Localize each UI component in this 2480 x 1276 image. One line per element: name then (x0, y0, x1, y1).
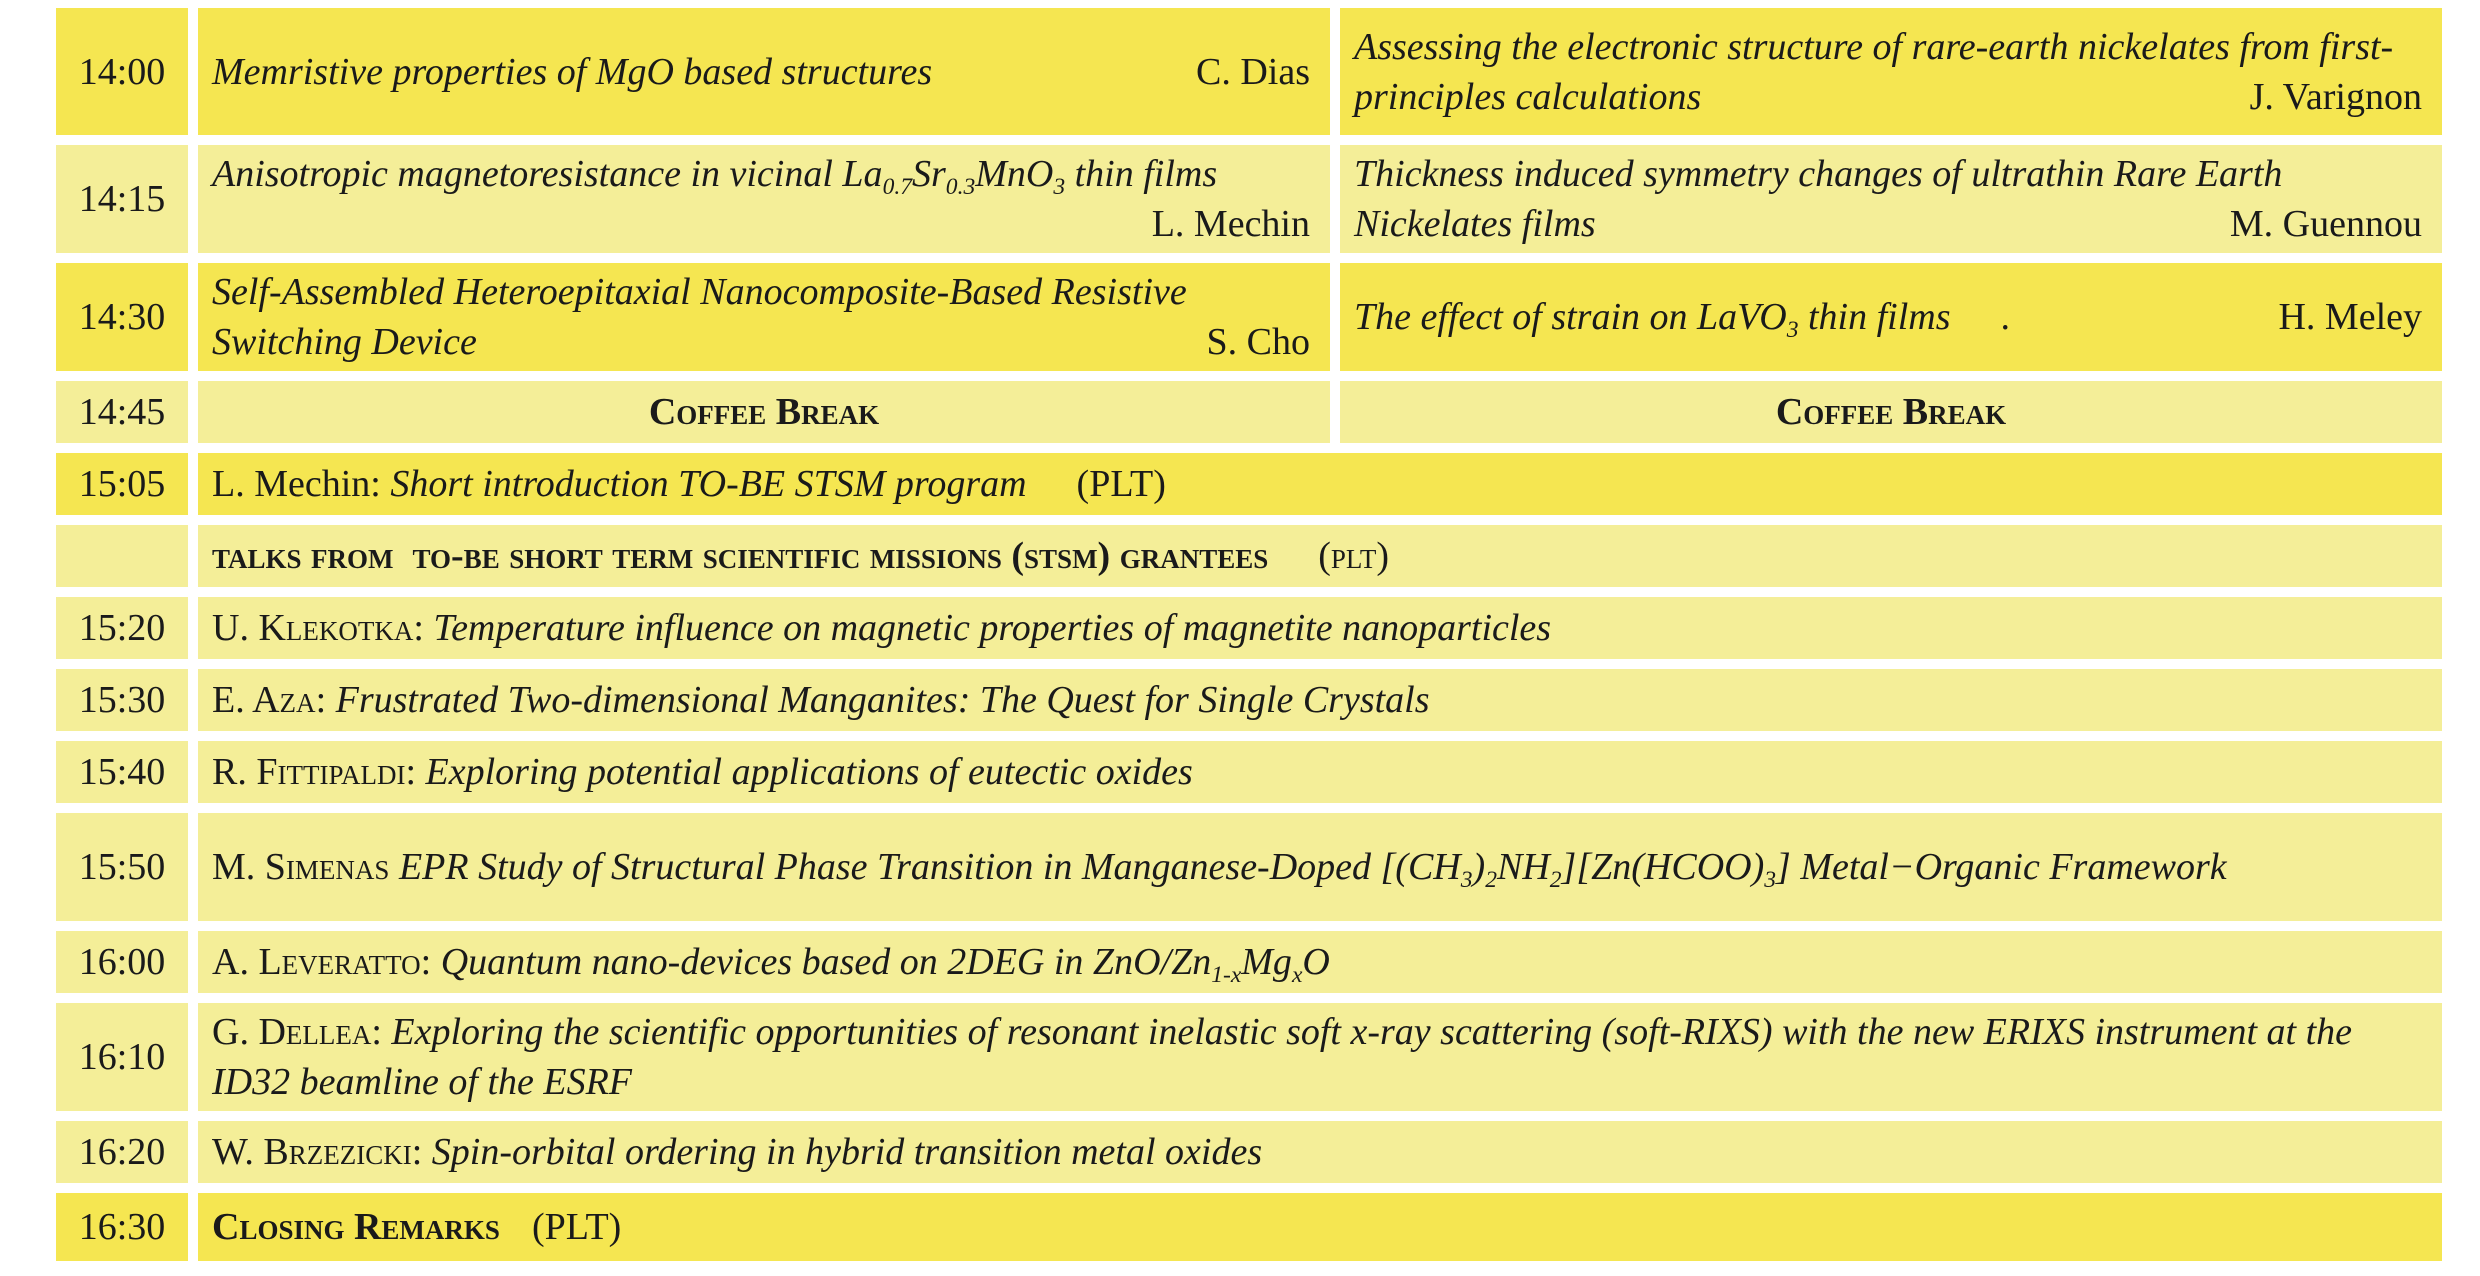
time-cell: 14:45 (56, 381, 188, 443)
coffee-break-label: Coffee Break (648, 391, 880, 433)
talk-cell (198, 145, 1330, 253)
speaker-name: L. Mechin: (212, 463, 381, 505)
talk-title: Frustrated Two-dimensional Manganites: The Quest for Single Crystals (335, 679, 1430, 721)
talk-cell: G. Dellea: Exploring the scientific opportunities of resonant inelastic soft x-ray scattering (soft-RIXS) with the new ERIXS instrument at the ID32 beamline of the ESRF (198, 1003, 2442, 1111)
time-cell: 15:40 (56, 741, 188, 803)
talk-title: Exploring potential applications of eutectic oxides (425, 751, 1193, 793)
speaker-name: A. Leveratto (212, 941, 421, 983)
talk-author: L. Mechin (1151, 203, 1310, 245)
talk-cell (198, 813, 2442, 921)
talk-cell (1340, 145, 2442, 253)
talk-title: Assessing the electronic structure of rare-earth nickelates from first-principles calculations (1354, 25, 2394, 118)
time-cell: 16:30 (56, 1193, 188, 1261)
talk-cell (198, 453, 2442, 515)
talk-title: EPR Study of Structural Phase Transition in Manganese-Doped $[(CH_3)_2NH_2][Zn(HCOO)_3]$ Metal−Organic Framework (398, 846, 2227, 894)
talk-title: Anisotropic magnetoresistance in vicinal $La_{0.7}Sr_{0.3}MnO_3$ thin films (212, 153, 1218, 201)
talk-title: Self-Assembled Heteroepitaxial Nanocomposite-Based Resistive Switching Device (212, 271, 1187, 363)
coffee-break-cell (198, 381, 1330, 443)
section-heading: talks from to-be short term scientific missions (stsm) grantees (212, 535, 1269, 577)
time-cell: 14:00 (56, 8, 188, 135)
talk-title: Thickness induced symmetry changes of ultrathin Rare Earth Nickelates films (1354, 153, 2283, 245)
talk-cell (198, 8, 1330, 135)
time-cell (56, 525, 188, 587)
time-cell: 15:05 (56, 453, 188, 515)
speaker-name: U. Klekotka (212, 607, 414, 649)
talk-title: Short introduction TO-BE STSM program (390, 463, 1027, 505)
session-tag: (PLT) (531, 1206, 622, 1248)
time-cell: 16:00 (56, 931, 188, 993)
section-heading-cell (198, 525, 2442, 587)
talk-cell (1340, 8, 2442, 135)
talk-title: Memristive properties of MgO based structures (212, 50, 933, 93)
talk-author: J. Varignon (2249, 75, 2422, 118)
talk-author: S. Cho (1206, 321, 1310, 363)
talk-cell: E. Aza: Frustrated Two-dimensional Manganites: The Quest for Single Crystals (198, 669, 2442, 731)
talk-title: The effect of strain on LaVO$_3$ thin films (1354, 296, 1951, 344)
talk-title: Exploring the scientific opportunities of resonant inelastic soft x-ray scattering (soft-RIXS) with the new ERIXS instrument at the ID32 beamline of the ESRF (212, 1011, 2353, 1103)
talk-cell (198, 263, 1330, 371)
closing-remarks-cell (198, 1193, 2442, 1261)
time-cell: 14:15 (56, 145, 188, 253)
speaker-name: M. Simenas (212, 846, 390, 888)
talk-author: H. Meley (2278, 296, 2422, 338)
talk-cell: The effect of strain on LaVO$_3$ thin films . H. Meley (1340, 263, 2442, 371)
speaker-name: G. Dellea (212, 1011, 372, 1053)
closing-remarks-label: Closing Remarks (212, 1206, 500, 1248)
speaker-name: R. Fittipaldi (212, 751, 406, 793)
talk-author: M. Guennou (2229, 203, 2422, 245)
talk-cell: R. Fittipaldi: Exploring potential applications of eutectic oxides (198, 741, 2442, 803)
coffee-break-cell (1340, 381, 2442, 443)
talk-author: C. Dias (1196, 50, 1310, 93)
coffee-break-label: Coffee Break (1775, 391, 2007, 433)
time-cell: 15:30 (56, 669, 188, 731)
talk-title: Quantum nano-devices based on 2DEG in ZnO/$Zn_{1-x}Mg_xO$ (440, 941, 1330, 989)
time-cell: 15:50 (56, 813, 188, 921)
talk-title: Temperature influence on magnetic properties of magnetite nanoparticles (433, 607, 1552, 649)
time-cell: 15:20 (56, 597, 188, 659)
speaker-name: W. Brzezicki (212, 1131, 412, 1173)
time-cell: 16:20 (56, 1121, 188, 1183)
talk-cell: W. Brzezicki: Spin-orbital ordering in hybrid transition metal oxides (198, 1121, 2442, 1183)
speaker-name: E. Aza (212, 679, 316, 721)
session-tag: (PLT) (1076, 463, 1166, 505)
time-cell: 14:30 (56, 263, 188, 371)
talk-cell: A. Leveratto: Quantum nano-devices based on 2DEG in ZnO/$Zn_{1-x}Mg_xO$ (198, 931, 2442, 993)
talk-cell: U. Klekotka: Temperature influence on magnetic properties of magnetite nanoparticles (198, 597, 2442, 659)
session-tag: (plt) (1318, 535, 1390, 577)
talk-title: Spin-orbital ordering in hybrid transition metal oxides (431, 1131, 1263, 1173)
time-cell: 16:10 (56, 1003, 188, 1111)
